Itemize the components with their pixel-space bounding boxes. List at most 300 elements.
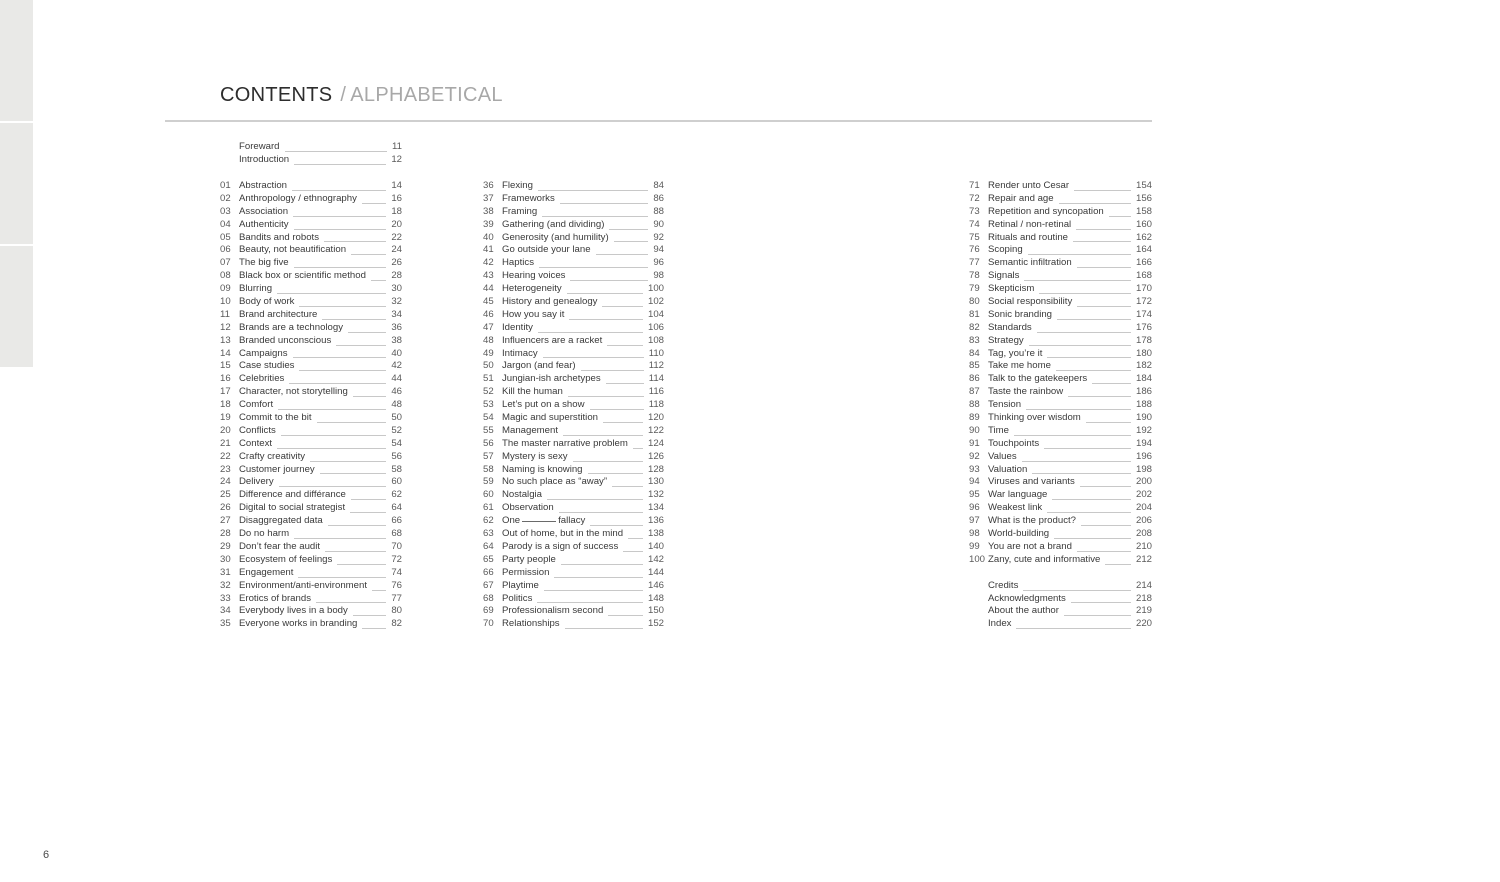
- entry-page: 86: [653, 192, 664, 204]
- entry-label: [988, 528, 1049, 541]
- entry-number: 30: [220, 553, 231, 565]
- toc-entry: [483, 360, 664, 373]
- entry-label-text: Authenticity: [239, 218, 289, 230]
- entry-number: 83: [969, 334, 980, 346]
- dot-leader: [310, 461, 386, 462]
- entry-label-text: Naming is knowing: [502, 463, 583, 475]
- entry-page: 68: [391, 528, 402, 540]
- entry-label: [502, 593, 532, 606]
- dot-leader: [538, 190, 648, 191]
- entry-label-text: Permission: [502, 566, 550, 578]
- side-tab-2: [0, 123, 33, 244]
- entry-label: [239, 464, 315, 477]
- entry-number: 51: [483, 373, 494, 385]
- entry-label: [988, 360, 1051, 373]
- entry-page: 136: [647, 515, 664, 527]
- entry-label: [502, 257, 534, 270]
- entry-number: 22: [220, 450, 231, 462]
- dot-leader: [539, 267, 648, 268]
- dot-leader: [350, 512, 386, 513]
- entry-number: 90: [969, 424, 980, 436]
- entry-number: 75: [969, 231, 980, 243]
- entry-label: [239, 386, 348, 399]
- toc-entry: [483, 322, 664, 335]
- toc-entry: [220, 270, 402, 283]
- dot-leader: [608, 615, 643, 616]
- toc-entry: [220, 593, 402, 606]
- toc-entry: [483, 502, 664, 515]
- entry-number: 63: [483, 528, 494, 540]
- entry-number: 94: [969, 476, 980, 488]
- entry-page: 124: [647, 437, 664, 449]
- entry-label-text: Gathering (and dividing): [502, 218, 605, 230]
- dot-leader: [294, 229, 387, 230]
- entry-number: 34: [220, 605, 231, 617]
- entry-page: 202: [1135, 489, 1152, 501]
- toc-entry: [220, 605, 402, 618]
- entry-label: [502, 618, 560, 631]
- entry-page: 138: [647, 528, 664, 540]
- toc-entry: [969, 399, 1152, 412]
- toc-entry: [220, 206, 402, 219]
- toc-entry: [220, 193, 402, 206]
- entry-label-text: Observation: [502, 502, 554, 514]
- dot-leader: [1047, 357, 1131, 358]
- entry-label-text: Party people: [502, 553, 556, 565]
- entry-page: 104: [647, 308, 664, 320]
- dot-leader: [628, 538, 643, 539]
- entry-label: [239, 476, 274, 489]
- entry-label-text: Time: [988, 424, 1009, 436]
- entry-label-text: Heterogeneity: [502, 283, 562, 295]
- entry-label-text: Disaggregated data: [239, 515, 323, 527]
- dot-leader: [289, 383, 386, 384]
- entry-label-text: Brand architecture: [239, 308, 318, 320]
- entry-number: 71: [969, 180, 980, 191]
- dot-leader: [573, 461, 643, 462]
- entry-page: 16: [391, 192, 402, 204]
- entry-page: 206: [1135, 515, 1152, 527]
- entry-label: [502, 335, 602, 348]
- entry-label-text: Hearing voices: [502, 270, 566, 282]
- toc-entry: [969, 309, 1152, 322]
- entry-label-text: Standards: [988, 321, 1032, 333]
- toc-entry: [969, 219, 1152, 232]
- entry-label-text: Let’s put on a show: [502, 399, 585, 411]
- toc-entry: [220, 296, 402, 309]
- entry-label: [502, 386, 563, 399]
- entry-label-text: Case studies: [239, 360, 295, 372]
- entry-label-text: Don’t fear the audit: [239, 540, 321, 552]
- entry-number: 73: [969, 205, 980, 217]
- entry-page: 98: [653, 270, 664, 282]
- entry-page: 128: [647, 463, 664, 475]
- entry-page: 210: [1135, 540, 1152, 552]
- entry-blank-line: [522, 521, 556, 522]
- dot-leader: [277, 448, 386, 449]
- toc-entry: [220, 219, 402, 232]
- dot-leader: [567, 293, 643, 294]
- entry-number: 100: [969, 553, 986, 565]
- entry-label: [988, 580, 1018, 593]
- toc-entry: [969, 193, 1152, 206]
- entry-label-text: Jungian-ish archetypes: [502, 373, 601, 385]
- dot-leader: [351, 499, 386, 500]
- toc-entry: [220, 528, 402, 541]
- entry-page: 166: [1135, 257, 1152, 269]
- entry-number: 54: [483, 412, 494, 424]
- toc-entry: [483, 296, 664, 309]
- entry-page: 64: [391, 502, 402, 514]
- entry-number: 05: [220, 231, 231, 243]
- entry-label-text: Environment/anti-environment: [239, 579, 367, 591]
- entry-label: [502, 438, 628, 451]
- toc-entry: [483, 219, 664, 232]
- entry-label-text: Celebrities: [239, 373, 285, 385]
- entry-page: 80: [391, 605, 402, 617]
- entry-page: 96: [653, 257, 664, 269]
- entry-label-text: Commit to the bit: [239, 412, 312, 424]
- toc-entry: [220, 283, 402, 296]
- entry-label-text: Brands are a technology: [239, 321, 343, 333]
- entry-page: 164: [1135, 244, 1152, 256]
- entry-page: 188: [1135, 399, 1152, 411]
- toc-entry: [483, 515, 664, 528]
- entry-page: 100: [647, 283, 664, 295]
- entry-number: 91: [969, 437, 980, 449]
- entry-label: [988, 296, 1072, 309]
- toc-entry: [969, 464, 1152, 477]
- entry-number: 35: [220, 618, 231, 630]
- entry-label: [239, 528, 289, 541]
- toc-entry: [220, 567, 402, 580]
- entry-number: 95: [969, 489, 980, 501]
- entry-number: 13: [220, 334, 231, 346]
- toc-entry: [969, 580, 1152, 593]
- toc-entry: [220, 502, 402, 515]
- entry-label-text: Playtime: [502, 579, 539, 591]
- dot-leader: [353, 615, 387, 616]
- entry-label-text: Influencers are a racket: [502, 334, 603, 346]
- entry-label-text: Campaigns: [239, 347, 288, 359]
- entry-page: 170: [1135, 283, 1152, 295]
- dot-leader: [328, 525, 387, 526]
- entry-label-text: Touchpoints: [988, 437, 1040, 449]
- entry-label: [502, 515, 585, 528]
- dot-leader: [281, 435, 387, 436]
- entry-number: 40: [483, 231, 494, 243]
- entry-page: 194: [1135, 437, 1152, 449]
- toc-entry: [220, 360, 402, 373]
- entry-label-text: Strategy: [988, 334, 1024, 346]
- entry-label-text: Tag, you’re it: [988, 347, 1043, 359]
- page-number: 6: [43, 849, 50, 861]
- entry-number: 57: [483, 450, 494, 462]
- entry-label-text: History and genealogy: [502, 296, 598, 308]
- entry-label-text: Ecosystem of feelings: [239, 553, 333, 565]
- entry-page: 42: [391, 360, 402, 372]
- dot-leader: [1029, 345, 1131, 346]
- entry-label: [239, 193, 357, 206]
- dot-leader: [606, 383, 644, 384]
- entry-page: 72: [391, 553, 402, 565]
- entry-label: [239, 270, 366, 283]
- entry-page: 92: [653, 231, 664, 243]
- toc-entry: [483, 270, 664, 283]
- entry-number: 20: [220, 424, 231, 436]
- entry-page: 118: [648, 399, 664, 411]
- entry-label-text: Magic and superstition: [502, 412, 598, 424]
- entry-label-text: Go outside your lane: [502, 244, 591, 256]
- entry-number: 37: [483, 192, 494, 204]
- page-title: [220, 84, 503, 107]
- entry-label-text: Abstraction: [239, 180, 287, 191]
- entry-label-text: Everybody lives in a body: [239, 605, 348, 617]
- toc-entry: [220, 244, 402, 257]
- toc-entry: [220, 425, 402, 438]
- dot-leader: [1024, 280, 1131, 281]
- entry-label-text: No such place as “away”: [502, 476, 608, 488]
- toc-entry: [220, 386, 402, 399]
- entry-number: 59: [483, 476, 494, 488]
- entry-page: 122: [647, 424, 664, 436]
- entry-number: 28: [220, 528, 231, 540]
- entry-label: [502, 180, 533, 193]
- entry-label-text: Skepticism: [988, 283, 1035, 295]
- dot-leader: [292, 190, 386, 191]
- toc-entry: [220, 438, 402, 451]
- entry-label-text: What is the product?: [988, 515, 1076, 527]
- entry-number: 92: [969, 450, 980, 462]
- entry-number: 10: [220, 296, 231, 308]
- dot-leader: [1052, 499, 1131, 500]
- toc-entry: [483, 528, 664, 541]
- entry-page: 186: [1135, 386, 1152, 398]
- dot-leader: [1047, 512, 1131, 513]
- entry-page: 150: [647, 605, 664, 617]
- entry-label: [239, 502, 345, 515]
- toc-entry: [220, 348, 402, 361]
- entry-label: [239, 515, 323, 528]
- entry-page: 66: [391, 515, 402, 527]
- toc-entry: [220, 180, 402, 193]
- entry-label: [988, 464, 1027, 477]
- entry-label: [239, 206, 288, 219]
- toc-entry: [483, 206, 664, 219]
- entry-label: [988, 335, 1024, 348]
- entry-label-text: Introduction: [239, 153, 290, 165]
- dot-leader: [325, 551, 386, 552]
- toc-entry: [483, 283, 664, 296]
- entry-label-text: Frameworks: [502, 192, 555, 204]
- entry-label: [239, 335, 331, 348]
- entry-page: 160: [1135, 218, 1152, 230]
- entry-page: 18: [391, 205, 402, 217]
- entry-label-text: Bandits and robots: [239, 231, 320, 243]
- entry-number: 46: [483, 308, 494, 320]
- side-tab-3: [0, 246, 33, 367]
- toc-entry: [483, 593, 664, 606]
- dot-leader: [607, 345, 643, 346]
- entry-label-text: Index: [988, 618, 1012, 630]
- entry-label-text: Character, not storytelling: [239, 386, 348, 398]
- entry-number: 06: [220, 244, 231, 256]
- entry-number: 98: [969, 528, 980, 540]
- entry-label: [239, 309, 317, 322]
- entry-number: 15: [220, 360, 231, 372]
- entry-label-text: Context: [239, 437, 273, 449]
- entry-label: [988, 180, 1069, 193]
- entry-label-text: Everyone works in branding: [239, 618, 358, 630]
- entry-number: 72: [969, 192, 980, 204]
- title-main: CONTENTS: [220, 84, 333, 106]
- entry-label-text: Jargon (and fear): [502, 360, 576, 372]
- toc-entry: [483, 438, 664, 451]
- entry-label: [502, 348, 538, 361]
- entry-label: [239, 567, 293, 580]
- entry-label: [988, 244, 1023, 257]
- dot-leader: [538, 332, 643, 333]
- dot-leader: [563, 435, 643, 436]
- entry-label: [239, 541, 320, 554]
- entry-page: 12: [391, 153, 402, 165]
- toc-entry: [483, 554, 664, 567]
- toc-entry: [969, 554, 1152, 567]
- entry-label: [988, 206, 1104, 219]
- title-subtitle: ALPHABETICAL: [350, 84, 503, 106]
- entry-label-text: Nostalgia: [502, 489, 542, 501]
- entry-label: [988, 322, 1032, 335]
- dot-leader: [371, 280, 386, 281]
- dot-leader: [543, 357, 644, 358]
- entry-page: 144: [647, 566, 664, 578]
- toc-entry: [220, 335, 402, 348]
- entry-label: [502, 193, 555, 206]
- entry-label-text: Semantic infiltration: [988, 257, 1072, 269]
- entry-number: 11: [220, 308, 230, 320]
- entry-label: [502, 219, 604, 232]
- toc-entry: [220, 618, 402, 631]
- dot-leader: [612, 486, 643, 487]
- entry-number: 09: [220, 283, 231, 295]
- dot-leader: [1076, 229, 1131, 230]
- entry-label-text-after: fallacy: [558, 515, 586, 527]
- dot-leader: [570, 280, 648, 281]
- entry-label: [988, 438, 1039, 451]
- entry-page: 36: [391, 321, 402, 333]
- entry-label-text: Generosity (and humility): [502, 231, 609, 243]
- toc-entry: [483, 386, 664, 399]
- entry-label: [239, 348, 288, 361]
- toc-entry: [483, 412, 664, 425]
- toc-entry: [969, 283, 1152, 296]
- entry-number: 16: [220, 373, 231, 385]
- entry-number: 67: [483, 579, 494, 591]
- toc-entry: [220, 541, 402, 554]
- toc-entry: [220, 464, 402, 477]
- entry-label-text: Body of work: [239, 296, 295, 308]
- toc-entry: [969, 360, 1152, 373]
- entry-label: [502, 206, 537, 219]
- toc-entry: [483, 580, 664, 593]
- entry-label-text: Difference and différance: [239, 489, 346, 501]
- toc-column-1: [220, 180, 402, 631]
- entry-label-text: Values: [988, 450, 1017, 462]
- entry-number: 19: [220, 412, 231, 424]
- dot-leader: [1014, 435, 1131, 436]
- entry-label: [239, 618, 357, 631]
- entry-number: 55: [483, 424, 494, 436]
- dot-leader: [1077, 267, 1131, 268]
- entry-page: 50: [391, 412, 402, 424]
- dot-leader: [278, 409, 386, 410]
- entry-label-text: Professionalism second: [502, 605, 604, 617]
- entry-number: 31: [220, 566, 231, 578]
- entry-label-text: Credits: [988, 579, 1019, 591]
- dot-leader: [1054, 538, 1131, 539]
- dot-leader: [1105, 564, 1131, 565]
- entry-label-text: Flexing: [502, 180, 533, 191]
- entry-label-text: Social responsibility: [988, 296, 1073, 308]
- entry-label-text: Out of home, but in the mind: [502, 528, 624, 540]
- dot-leader: [565, 628, 643, 629]
- entry-page: 146: [647, 579, 664, 591]
- entry-label: [502, 322, 533, 335]
- entry-number: 39: [483, 218, 494, 230]
- toc-entry: [969, 425, 1152, 438]
- dot-leader: [1032, 473, 1131, 474]
- entry-number: 01: [220, 180, 231, 191]
- entry-page: 26: [391, 257, 402, 269]
- entry-page: 44: [391, 373, 402, 385]
- entry-page: 116: [648, 386, 664, 398]
- section-gap: [969, 567, 1152, 580]
- dot-leader: [544, 590, 643, 591]
- entry-page: 182: [1135, 360, 1152, 372]
- entry-page: 219: [1135, 605, 1152, 617]
- entry-page: 158: [1135, 205, 1152, 217]
- entry-page: 34: [391, 308, 402, 320]
- entry-label-text: About the author: [988, 605, 1059, 617]
- dot-leader: [614, 241, 649, 242]
- entry-page: 88: [653, 205, 664, 217]
- entry-label-text: Thinking over wisdom: [988, 412, 1081, 424]
- toc-entry: [483, 348, 664, 361]
- dot-leader: [1028, 254, 1131, 255]
- entry-label: [988, 554, 1100, 567]
- entry-label-text: Beauty, not beautification: [239, 244, 347, 256]
- entry-number: 93: [969, 463, 980, 475]
- dot-leader: [1080, 486, 1131, 487]
- dot-leader: [542, 216, 648, 217]
- dot-leader: [362, 628, 386, 629]
- entry-number: 97: [969, 515, 980, 527]
- dot-leader: [1077, 306, 1131, 307]
- dot-leader: [590, 409, 644, 410]
- dot-leader: [1016, 628, 1131, 629]
- dot-leader: [285, 151, 388, 152]
- toc-entry: [483, 373, 664, 386]
- entry-number: 78: [969, 270, 980, 282]
- dot-leader: [299, 306, 386, 307]
- entry-page: 190: [1135, 412, 1152, 424]
- toc-intro-list: [220, 141, 402, 167]
- entry-number: 33: [220, 592, 231, 604]
- entry-label-text: Talk to the gatekeepers: [988, 373, 1088, 385]
- entry-label-text: Repetition and syncopation: [988, 205, 1104, 217]
- entry-page: 178: [1135, 334, 1152, 346]
- dot-leader: [1022, 461, 1131, 462]
